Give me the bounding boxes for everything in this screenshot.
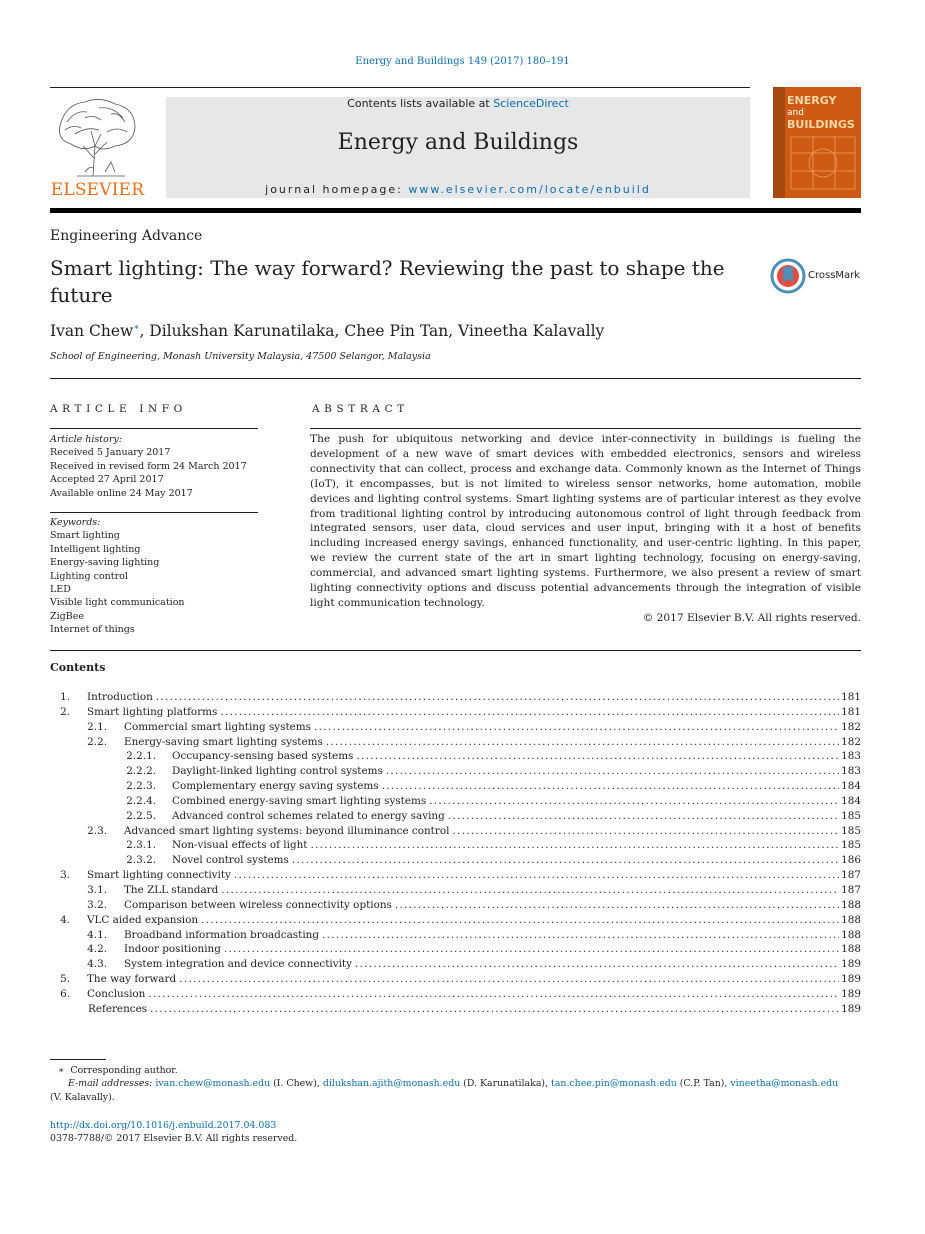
toc-label[interactable]: Smart lighting platforms [87,705,218,718]
toc-entry[interactable] [50,883,861,898]
toc-leader-dots [356,749,839,764]
corresponding-note [50,1064,861,1077]
journal-title: Energy and Buildings [337,130,579,155]
toc-page-number: 188 [841,913,861,926]
toc-leader-dots [201,913,839,928]
toc-number: 1. [60,691,70,703]
toc-label[interactable]: System integration and device connectivity [124,958,352,971]
history-item: Accepted 27 April 2017 [50,474,164,486]
toc-number: 2.3. [87,824,107,837]
toc-entry[interactable] [50,898,861,913]
homepage-link[interactable]: www.elsevier.com/locate/enbuild [408,183,651,196]
journal-homepage [166,183,750,196]
toc-entry[interactable] [50,690,861,705]
toc-entry[interactable] [50,957,861,972]
cover-art-icon [787,133,859,193]
toc-leader-dots [234,868,839,883]
toc-page-number: 187 [841,869,861,882]
toc-leader-dots [292,853,839,868]
contents-availability [166,97,750,110]
history-label: Article history: [50,434,122,445]
toc-number: 2.2.2. [126,765,156,778]
email-owner: (C.P. Tan), [679,1078,728,1090]
email-link[interactable]: dilukshan.ajith@monash.edu [322,1078,461,1090]
email-owner: (I. Chew), [273,1078,320,1090]
abstract-copyright: © 2017 Elsevier B.V. All rights reserved. [642,611,861,624]
toc-label-wrap [172,764,839,779]
keyword: LED [50,584,71,596]
keyword: ZigBee [50,610,84,622]
toc-label[interactable]: Energy-saving smart lighting systems [124,735,323,748]
toc-leader-dots [382,779,839,794]
toc-number: 2.2. [87,735,107,748]
toc-leader-dots [156,690,839,705]
toc-label-wrap [87,913,839,928]
toc-entry[interactable] [50,824,861,839]
toc-number: 3.2. [87,898,107,911]
toc-leader-dots [224,942,839,957]
sciencedirect-link[interactable]: ScienceDirect [493,97,569,110]
toc-leader-dots [386,764,839,779]
toc-label[interactable]: Broadband information broadcasting [124,928,319,941]
keyword: Energy-saving lighting [50,557,160,569]
toc-label[interactable]: VLC aided expansion [87,913,199,926]
toc-label[interactable]: Conclusion [87,987,146,1000]
divider [50,512,258,513]
toc-page-number: 188 [841,943,861,956]
crossmark-label: CrossMark [808,270,861,281]
toc-leader-dots [150,1002,839,1017]
cover-title [787,95,859,130]
toc-label[interactable]: Advanced control schemes related to energy saving [172,809,445,822]
toc-label[interactable]: Novel control systems [172,854,289,867]
toc-page-number: 189 [841,973,861,986]
toc-number: 4.3. [87,958,107,971]
toc-label-wrap [124,928,839,943]
toc-label[interactable]: Introduction [87,691,153,703]
toc-label-wrap [87,690,839,705]
header-rule [50,87,750,88]
toc-leader-dots [314,720,839,735]
toc-label-wrap [172,838,839,853]
toc-label-wrap [124,735,839,750]
divider [310,428,861,429]
toc-page-number: 189 [841,958,861,971]
keywords [50,516,260,637]
email-link[interactable]: ivan.chew@monash.edu [155,1078,271,1090]
toc-number: 3.1. [87,883,107,896]
toc-entry[interactable] [50,838,861,853]
toc-leader-dots [148,987,839,1002]
toc-label-wrap [172,749,839,764]
toc-entry[interactable] [50,987,861,1002]
abstract-heading: ABSTRACT [312,403,409,415]
toc-number: 2.2.5. [126,809,156,822]
toc-label-wrap [87,868,839,883]
corresponding-text: Corresponding author. [70,1065,178,1076]
toc-leader-dots [220,705,839,720]
cover-title-energy: ENERGY [787,94,837,107]
toc-page-number: 183 [841,750,861,763]
toc-label[interactable]: Occupancy-sensing based systems [172,750,354,763]
authors-rest: , Dilukshan Karunatilaka, Chee Pin Tan, Vineetha Kalavally [139,322,605,340]
toc-leader-dots [179,972,839,987]
toc-page-number: 185 [841,824,861,837]
email-line [50,1077,861,1090]
toc-entry[interactable] [50,794,861,809]
footnote-rule [50,1059,106,1060]
history-item: Received 5 January 2017 [50,447,171,459]
toc-entry[interactable] [50,779,861,794]
contents-heading: Contents [50,661,106,674]
toc-entry[interactable] [50,735,861,750]
toc-leader-dots [322,928,839,943]
toc-leader-dots [355,957,839,972]
toc-page-number: 185 [841,809,861,822]
divider [50,428,258,429]
contents-prefix: Contents lists available at [347,97,494,110]
toc-page-number: 189 [841,1002,861,1015]
toc-number: 6. [60,987,70,1000]
toc-number: 2.3.2. [126,854,156,867]
author-1: Ivan Chew [50,322,134,340]
toc-entry[interactable] [50,942,861,957]
toc-label-wrap [124,883,839,898]
toc-number: 4. [60,913,70,926]
toc-leader-dots [310,838,839,853]
toc-number: 4.1. [87,928,107,941]
toc-entry[interactable] [50,972,861,987]
toc-page-number: 181 [841,705,861,718]
toc-label-wrap [124,898,839,913]
corresponding-author-mark[interactable]: ∗ [133,322,140,333]
history-item: Received in revised form 24 March 2017 [50,460,247,472]
header-thick-rule [50,208,861,213]
toc-label[interactable]: References [88,1002,148,1015]
toc-entry[interactable] [50,720,861,735]
toc-label[interactable]: The way forward [87,973,177,986]
toc-label[interactable]: Complementary energy saving systems [172,780,379,793]
keyword: Visible light communication [50,597,185,609]
toc-entry[interactable] [50,809,861,824]
toc-leader-dots [429,794,839,809]
publisher-name: ELSEVIER [50,180,145,200]
toc-label-wrap [172,809,839,824]
email-link[interactable]: tan.chee.pin@monash.edu [551,1078,677,1090]
toc-page-number: 182 [841,735,861,748]
toc-page-number: 185 [841,839,861,852]
toc-label[interactable]: Commercial smart lighting systems [124,720,311,733]
elsevier-tree-icon [55,96,140,178]
toc-label-wrap [87,705,839,720]
toc-entry[interactable] [50,764,861,779]
journal-reference[interactable]: Energy and Buildings 149 (2017) 180–191 [355,56,570,67]
toc-label-wrap [172,779,839,794]
toc-number: 2.1. [87,720,107,733]
toc-label[interactable]: Non-visual effects of light [172,839,308,852]
toc-page-number: 188 [841,898,861,911]
article-info-heading: ARTICLE INFO [50,403,187,415]
toc-page-number: 183 [841,765,861,778]
toc-leader-dots [221,883,839,898]
toc-label-wrap [124,824,839,839]
toc-entry[interactable] [50,928,861,943]
toc-label-wrap [87,972,839,987]
cover-band [773,87,785,198]
toc-entry[interactable] [50,868,861,883]
abstract [310,432,861,626]
footnote-mark: ∗ [58,1065,65,1076]
toc-number: 4.2. [87,943,107,956]
toc-number: 3. [60,869,70,882]
toc-page-number: 187 [841,883,861,896]
toc-label-wrap [88,1002,839,1017]
email-link[interactable]: vineetha@monash.edu [730,1078,839,1090]
toc-label-wrap [87,987,839,1002]
cover-title-buildings: BUILDINGS [787,118,855,131]
toc-number: 2.2.1. [126,750,156,763]
toc-number: 2.2.4. [126,794,156,807]
toc-leader-dots [395,898,839,913]
toc-label[interactable]: Comparison between wireless connectivity options [124,898,392,911]
email-owner: (V. Kalavally). [50,1091,115,1103]
toc-entry[interactable] [50,1002,861,1017]
toc-page-number: 182 [841,720,861,733]
toc-page-number: 189 [841,987,861,1000]
email-label: E-mail addresses: [68,1078,153,1090]
article-type: Engineering Advance [50,228,203,244]
toc-label[interactable]: Advanced smart lighting systems: beyond illuminance control [124,824,450,837]
toc-entry[interactable] [50,853,861,868]
divider [50,650,861,651]
publisher-logo [50,96,145,200]
homepage-prefix: journal homepage: [265,183,409,196]
email-owner: (D. Karunatilaka), [463,1078,549,1090]
toc-label[interactable]: Indoor positioning [124,943,221,956]
toc-leader-dots [326,735,839,750]
author-list [50,322,604,340]
toc-leader-dots [448,809,839,824]
toc-leader-dots [452,824,839,839]
toc-page-number: 181 [841,691,861,703]
divider [50,378,861,379]
keyword: Intelligent lighting [50,543,141,555]
toc-page-number: 186 [841,854,861,867]
toc-number: 2.2.3. [126,780,156,793]
keyword: Lighting control [50,570,128,582]
abstract-text: The push for ubiquitous networking and device inter-connectivity in buildings is fueling the development of a new wave of smart devices with embedded electronics, sensors and wireless connectivity that can collect, process and exchange data. Commonly known as the Internet of Things (IoT), it encompasses, but is not limited to wireless sensor networks, home automation, mobile devices and lighting control systems. Smart lighting systems are of particular interest as they evolve from traditional lighting control by introducing autonomous control of light through feedback from integrated sensors, user data, cloud services and user input, bringing with it a host of benefits including increased energy savings, enhanced functionality, and user-centric lighting. In this paper, we review the current state of the art in smart lighting technology, focusing on energy-saving, commercial, and advanced smart lighting systems. Furthermore, we also present a review of smart lighting connectivity options and discuss potential advancements through the integration of visible light communication technology. [310,433,861,609]
journal-cover[interactable] [773,87,861,198]
toc-entry[interactable] [50,705,861,720]
cover-title-and: and [787,108,804,118]
toc-label-wrap [124,942,839,957]
toc-number: 5. [60,973,70,986]
toc-entry[interactable] [50,913,861,928]
toc-page-number: 188 [841,928,861,941]
toc-label[interactable]: Smart lighting connectivity [87,869,231,882]
footnote [50,1064,861,1104]
toc-label[interactable]: Combined energy-saving smart lighting systems [172,794,427,807]
toc-label-wrap [124,957,839,972]
table-of-contents [50,690,861,1017]
issn-line: 0378-7788/© 2017 Elsevier B.V. All rights reserved. [50,1133,298,1145]
toc-label-wrap [124,720,839,735]
toc-page-number: 184 [841,794,861,807]
crossmark-badge[interactable] [770,256,865,296]
keyword: Internet of things [50,624,135,636]
toc-number: 2. [60,705,70,718]
history-item: Available online 24 May 2017 [50,487,193,499]
toc-entry[interactable] [50,749,861,764]
keyword: Smart lighting [50,530,120,542]
toc-page-number: 184 [841,780,861,793]
toc-label[interactable]: Daylight-linked lighting control systems [172,765,383,778]
toc-label-wrap [172,853,839,868]
doi-block [50,1119,297,1146]
crossmark-icon [770,258,806,294]
article-title: Smart lighting: The way forward? Reviewing the past to shape the future [50,256,725,307]
affiliation: School of Engineering, Monash University Malaysia, 47500 Selangor, Malaysia [50,351,431,362]
toc-number: 2.3.1. [126,839,156,852]
toc-label[interactable]: The ZLL standard [124,883,219,896]
keywords-label: Keywords: [50,517,101,528]
doi-link[interactable]: http://dx.doi.org/10.1016/j.enbuild.2017.04.083 [50,1120,277,1131]
article-history [50,433,260,500]
toc-label-wrap [172,794,839,809]
